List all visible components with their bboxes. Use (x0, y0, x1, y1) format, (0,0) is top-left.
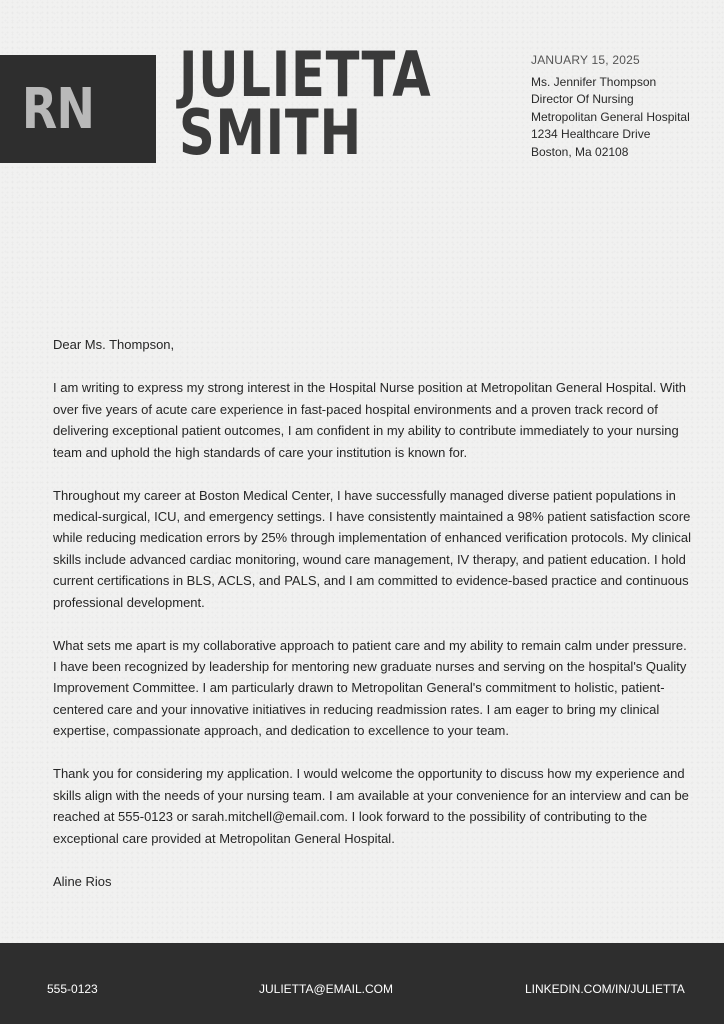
recipient-block (531, 52, 721, 161)
recipient-street: 1234 Healthcare Drive (531, 127, 651, 141)
paragraph: Thank you for considering my application. I would welcome the opportunity to discuss how my experience and skills align with the needs of your nursing team. I am available at your convenience for an interview and can be reached at 555-0123 or sarah.mitchell@email.com. I look forward to the possibility of contributing to the exceptional care provided at Metropolitan General Hospital. (53, 766, 689, 846)
footer-phone: 555-0123 (47, 982, 98, 996)
recipient-name: Ms. Jennifer Thompson (531, 74, 657, 89)
greeting: Dear Ms. Thompson, (53, 337, 175, 352)
paragraph: I am writing to express my strong interest in the Hospital Nurse position at Metropolitan General Hospital. With over five years of acute care experience in fast-paced hospital environments and a proven track record of delivering exceptional patient outcomes, I am confident in my ability to contribute immediately to your nursing team and uphold the high standards of care your institution is known for. (53, 380, 686, 460)
paragraph: Throughout my career at Boston Medical Center, I have successfully managed diverse patient populations in medical-surgical, ICU, and emergency settings. I have consistently maintained a 98% patient satisfaction score while reducing medication errors by 25% through implementation of enhanced verification protocols. My clinical skills include advanced cardiac monitoring, wound care management, IV therapy, and patient education. I hold current certifications in BLS, ACLS, and PALS, and I am committed to evidence-based practice and continuous professional development. (53, 487, 692, 610)
recipient-title: Director Of Nursing (531, 92, 634, 106)
signature: Aline Rios (53, 873, 112, 889)
footer-email[interactable]: JULIETTA@EMAIL.COM (259, 982, 393, 996)
contact-footer (0, 943, 724, 1024)
recipient-city: Boston, Ma 02108 (531, 144, 629, 159)
first-name: JULIETTA (179, 38, 432, 111)
recipient-organization: Metropolitan General Hospital (531, 109, 690, 124)
monogram-block (0, 55, 156, 163)
paragraph: What sets me apart is my collaborative approach to patient care and my ability to remain calm under pressure. I have been recognized by leadership for mentoring new graduate nurses and serving on the hospital's Quality Improvement Committee. I am particularly drawn to Metropolitan General's commitment to holistic, patient-centered care and your innovative initiatives in reducing readmission rates. I am eager to bring my clinical expertise, compassionate approach, and dedication to excellence to your team. (53, 637, 687, 739)
letter-body (53, 334, 693, 914)
footer-linkedin[interactable]: LINKEDIN.COM/IN/JULIETTA (525, 982, 685, 996)
last-name: SMITH (179, 96, 362, 169)
applicant-name (179, 38, 479, 169)
letter-date: JANUARY 15, 2025 (531, 53, 640, 67)
monogram-initials: RN (21, 76, 95, 142)
